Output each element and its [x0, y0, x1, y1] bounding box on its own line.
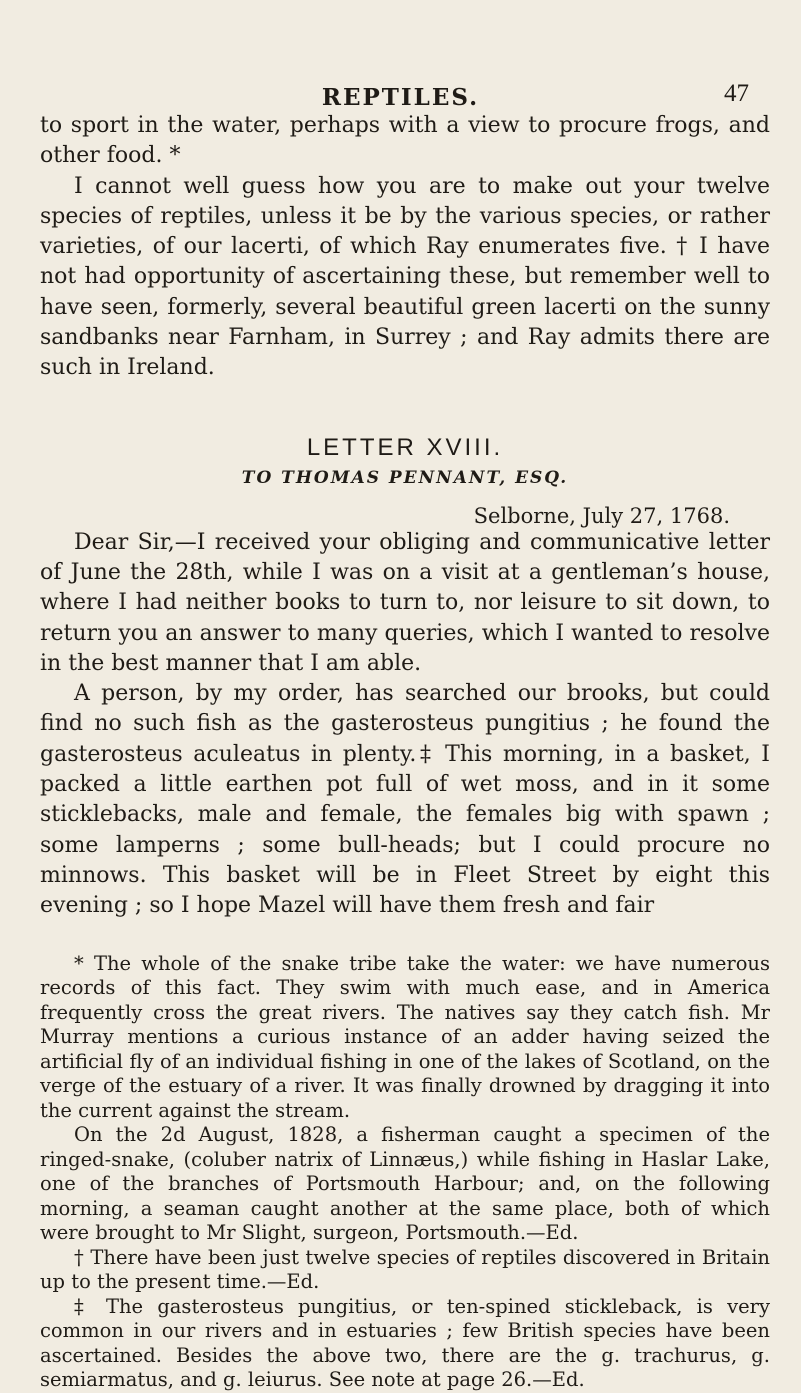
footnotes [40, 952, 770, 1393]
letter-addressee: TO THOMAS PENNANT, ESQ. [241, 467, 569, 488]
letter-dateline: Selborne, July 27, 1768. [473, 503, 730, 528]
paragraph-continued: to sport in the water, perhaps with a view to procure frogs, and other food. * [40, 113, 770, 169]
footnote-1b: On the 2d August, 1828, a fisherman caught a specimen of the ringed-snake, (coluber natrix of Linnæus,) while fishing in Haslar Lake, one of the branches of Portsmouth Harbour; and, on the following morning, a seaman caught another at the same place, both of which were brought to Mr Slight, surgeon, Portsmouth.—Ed. [40, 1123, 770, 1245]
footnote-3: ‡ The gasterosteus pungitius, or ten-spined stickleback, is very common in our rivers and in estuaries ; few British species have been ascertained. Besides the above two, there are the g. trachurus, g. semiarmatus, and g. leiurus. See note at page 26.—Ed. [40, 1294, 770, 1392]
page-body [40, 111, 770, 1393]
page-number: 47 [724, 80, 749, 107]
letter-paragraph-1: Dear Sir,—I received your obliging and communicative letter of June the 28th, while I was on a visit at a gentleman’s house, where I had neither books to turn to, nor leisure to sit down, to return you an answer to many queries, which I wanted to resolve in the best manner that I am able. [40, 529, 770, 676]
running-title: REPTILES. [321, 84, 480, 111]
footnote-2: † There have been just twelve species of reptiles discovered in Britain up to the present time.—Ed. [40, 1245, 770, 1294]
footnote-1a: * The whole of the snake tribe take the water: we have numerous records of this fact. They swim with much ease, and in America frequently cross the great rivers. The natives say they catch fish. Mr Murray mentions a curious instance of an adder having seized the artificial fly of an individual fishing in one of the lakes of Scotland, on the verge of the estuary of a river. It was finally drowned by dragging it into the current against the stream. [40, 951, 770, 1122]
letter-paragraph-2: A person, by my order, has searched our brooks, but could find no such fish as the gasterosteus pungitius ; he found the gasterosteus aculeatus in plenty.‡ This morning, in a basket, I packed a little earthen pot full of wet moss, and in it some sticklebacks, male and female, the females big with spawn ; some lamperns ; some bull-heads; but I could procure no minnows. This basket will be in Fleet Street by eight this evening ; so I hope Mazel will have them fresh and fair [40, 681, 770, 919]
letter-title: LETTER XVIII. [306, 433, 504, 461]
paragraph-species: I cannot well guess how you are to make out your twelve species of reptiles, unless it be by the various species, or rather varieties, of our lacerti, of which Ray enumerates five. † I have not had opportunity of ascertaining these, but remember well to have seen, formerly, several beautiful green lacerti on the sunny sandbanks near Farnham, in Surrey ; and Ray admits there are such in Ireland. [40, 173, 770, 381]
